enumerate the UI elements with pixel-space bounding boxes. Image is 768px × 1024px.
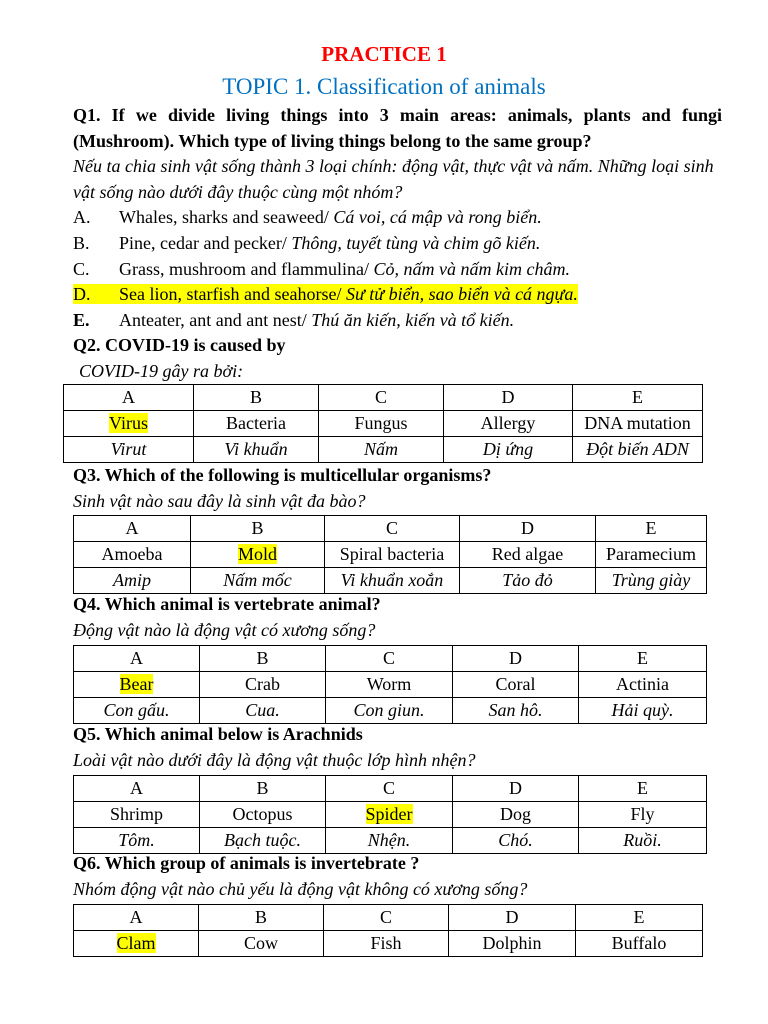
- translation-cell: Vi khuẩn xoắn: [325, 568, 460, 594]
- answer-text: Dog: [500, 804, 531, 825]
- question-1-option-c: [73, 257, 722, 283]
- answer-cell: [596, 542, 707, 568]
- answer-cell: [579, 672, 707, 698]
- answer-letter-cell: C: [324, 905, 449, 931]
- option-letter: B.: [73, 232, 90, 253]
- page-title: PRACTICE 1: [321, 42, 447, 66]
- question-2: [73, 333, 722, 463]
- question-4-text: Q4. Which animal is vertebrate animal?: [73, 594, 381, 614]
- translation-cell: Bạch tuộc.: [200, 828, 326, 854]
- option-content: [73, 233, 540, 253]
- answer-cell: [319, 411, 444, 437]
- answer-text: Buffalo: [611, 933, 667, 954]
- translation-cell: Hải quỳ.: [579, 698, 707, 724]
- answer-cell: [74, 802, 200, 828]
- question-5: [73, 722, 722, 854]
- answer-cell: [573, 411, 703, 437]
- translation-cell: Con gấu.: [74, 698, 200, 724]
- translation-cell: Ruồi.: [579, 828, 707, 854]
- answer-letter-cell: B: [200, 646, 326, 672]
- answer-cell: [200, 672, 326, 698]
- option-content: [73, 259, 570, 279]
- answer-cell: [74, 672, 200, 698]
- answer-text: Fish: [370, 933, 402, 954]
- option-translation: Sư tử biển, sao biển và cá ngựa.: [345, 284, 578, 305]
- answer-letter-cell: E: [579, 776, 707, 802]
- answer-text: Spider: [365, 804, 413, 825]
- question-2-answer-table: [63, 384, 703, 463]
- translation-cell: Trùng giày: [596, 568, 707, 594]
- answer-letter-cell: D: [453, 646, 579, 672]
- translation-cell: Con giun.: [326, 698, 453, 724]
- question-1-text: Q1. If we divide living things into 3 main areas: animals, plants and fungi (Mushroom). Which type of living things belong to the same group?: [73, 105, 722, 151]
- answer-letter-cell: E: [576, 905, 703, 931]
- answer-text: Coral: [495, 674, 536, 695]
- question-3-translation: Sinh vật nào sau đây là sinh vật đa bào?: [73, 490, 366, 511]
- translation-cell: Dị ứng: [444, 437, 573, 463]
- answer-letter-row: [74, 516, 707, 542]
- answer-cell: [453, 802, 579, 828]
- option-letter: D.: [73, 284, 91, 305]
- answer-cell: [579, 802, 707, 828]
- option-text: Grass, mushroom and flammulina/: [119, 258, 369, 279]
- answer-letter-row: [74, 776, 707, 802]
- answer-text: Clam: [116, 933, 156, 954]
- question-1-option-e: [73, 308, 722, 334]
- answer-letter-cell: A: [74, 646, 200, 672]
- question-1-option-b: [73, 231, 722, 257]
- answer-row: [64, 411, 703, 437]
- question-5-text: Q5. Which animal below is Arachnids: [73, 724, 363, 744]
- answer-text: Fly: [630, 804, 655, 825]
- translation-cell: Tôm.: [74, 828, 200, 854]
- answer-letter-cell: B: [200, 776, 326, 802]
- answer-letter-cell: D: [460, 516, 596, 542]
- question-1-translation: Nếu ta chia sinh vật sống thành 3 loại chính: động vật, thực vật và nấm. Những loại sinh vật sống nào dưới đây thuộc cùng một nhóm?: [73, 156, 714, 202]
- answer-text: Virus: [109, 413, 148, 434]
- answer-letter-cell: A: [74, 516, 191, 542]
- translation-cell: Nấm mốc: [191, 568, 325, 594]
- translation-row: [64, 437, 703, 463]
- answer-cell: [191, 542, 325, 568]
- answer-letter-cell: A: [74, 905, 199, 931]
- answer-letter-cell: C: [325, 516, 460, 542]
- question-6-translation: Nhóm động vật nào chủ yếu là động vật không có xương sống?: [73, 878, 528, 899]
- answer-text: Crab: [245, 674, 280, 695]
- question-5-answer-table: [73, 775, 707, 854]
- answer-cell: [444, 411, 573, 437]
- answer-letter-cell: A: [64, 385, 194, 411]
- option-content: [73, 310, 514, 330]
- answer-letter-cell: C: [319, 385, 444, 411]
- answer-text: Amoeba: [101, 544, 163, 565]
- question-4-answer-table: [73, 645, 707, 724]
- translation-row: [74, 828, 707, 854]
- answer-cell: [460, 542, 596, 568]
- topic-heading: TOPIC 1. Classification of animals: [222, 74, 546, 99]
- answer-cell: [200, 802, 326, 828]
- question-5-translation: Loài vật nào dưới đây là động vật thuộc lớp hình nhện?: [73, 749, 476, 770]
- option-translation: Cỏ, nấm và nấm kim châm.: [373, 258, 570, 279]
- translation-cell: Cua.: [200, 698, 326, 724]
- option-translation: Thông, tuyết tùng và chim gõ kiến.: [291, 232, 541, 253]
- translation-cell: Chó.: [453, 828, 579, 854]
- answer-cell: [74, 931, 199, 957]
- answer-cell: [326, 672, 453, 698]
- answer-letter-cell: E: [596, 516, 707, 542]
- translation-cell: Tảo đỏ: [460, 568, 596, 594]
- translation-row: [74, 568, 707, 594]
- option-text: Whales, sharks and seaweed/: [119, 207, 329, 228]
- question-4-translation: Động vật nào là động vật có xương sống?: [73, 619, 376, 640]
- answer-text: DNA mutation: [584, 413, 691, 434]
- question-1-option-a: [73, 205, 722, 231]
- translation-row: [74, 698, 707, 724]
- answer-text: Red algae: [491, 544, 564, 565]
- question-1: [73, 103, 722, 333]
- answer-text: Fungus: [354, 413, 408, 434]
- translation-cell: San hô.: [453, 698, 579, 724]
- answer-text: Mold: [237, 544, 277, 565]
- answer-text: Cow: [243, 933, 278, 954]
- question-3-answer-table: [73, 515, 707, 594]
- question-4: [73, 592, 722, 724]
- answer-letter-row: [64, 385, 703, 411]
- option-translation: Thú ăn kiến, kiến và tổ kiến.: [311, 309, 515, 330]
- answer-letter-cell: E: [579, 646, 707, 672]
- question-6: [73, 851, 722, 957]
- option-content: [73, 284, 578, 304]
- answer-cell: [453, 672, 579, 698]
- answer-cell: [64, 411, 194, 437]
- answer-row: [74, 672, 707, 698]
- translation-cell: Đột biến ADN: [573, 437, 703, 463]
- answer-letter-cell: D: [453, 776, 579, 802]
- question-3-text: Q3. Which of the following is multicellular organisms?: [73, 465, 492, 485]
- option-letter: E.: [73, 309, 90, 330]
- translation-cell: Amip: [74, 568, 191, 594]
- answer-letter-cell: B: [194, 385, 319, 411]
- answer-cell: [576, 931, 703, 957]
- answer-text: Actinia: [616, 674, 669, 695]
- answer-row: [74, 802, 707, 828]
- answer-cell: [326, 802, 453, 828]
- answer-letter-cell: E: [573, 385, 703, 411]
- answer-text: Octopus: [232, 804, 293, 825]
- answer-cell: [199, 931, 324, 957]
- answer-cell: [194, 411, 319, 437]
- answer-letter-row: [74, 905, 703, 931]
- option-text: Pine, cedar and pecker/: [119, 232, 287, 253]
- answer-text: Shrimp: [109, 804, 163, 825]
- question-6-answer-table: [73, 904, 703, 957]
- answer-letter-cell: D: [449, 905, 576, 931]
- option-letter: C.: [73, 258, 90, 279]
- answer-cell: [74, 542, 191, 568]
- answer-text: Bear: [119, 674, 154, 695]
- option-text: Anteater, ant and ant nest/: [119, 309, 307, 330]
- translation-cell: Vi khuẩn: [194, 437, 319, 463]
- option-content: [73, 207, 542, 227]
- answer-text: Dolphin: [482, 933, 542, 954]
- answer-row: [74, 542, 707, 568]
- answer-text: Spiral bacteria: [339, 544, 445, 565]
- answer-letter-cell: B: [191, 516, 325, 542]
- translation-cell: Nấm: [319, 437, 444, 463]
- option-text: Sea lion, starfish and seahorse/: [119, 284, 342, 305]
- question-6-text: Q6. Which group of animals is invertebrate ?: [73, 853, 420, 873]
- question-3: [73, 463, 722, 594]
- answer-text: Paramecium: [606, 544, 696, 565]
- translation-cell: Virut: [64, 437, 194, 463]
- answer-letter-cell: B: [199, 905, 324, 931]
- answer-cell: [325, 542, 460, 568]
- answer-cell: [324, 931, 449, 957]
- option-translation: Cá voi, cá mập và rong biển.: [333, 207, 542, 228]
- answer-text: Bacteria: [226, 413, 286, 434]
- answer-letter-cell: D: [444, 385, 573, 411]
- answer-letter-cell: A: [74, 776, 200, 802]
- answer-letter-cell: C: [326, 776, 453, 802]
- question-1-option-d: [73, 282, 722, 308]
- answer-text: Allergy: [480, 413, 536, 434]
- answer-cell: [449, 931, 576, 957]
- question-2-text: Q2. COVID-19 is caused by: [73, 335, 286, 355]
- translation-cell: Nhện.: [326, 828, 453, 854]
- question-2-translation: COVID-19 gây ra bởi:: [79, 360, 244, 381]
- answer-text: Worm: [366, 674, 412, 695]
- answer-row: [74, 931, 703, 957]
- option-letter: A.: [73, 207, 91, 228]
- answer-letter-cell: C: [326, 646, 453, 672]
- answer-letter-row: [74, 646, 707, 672]
